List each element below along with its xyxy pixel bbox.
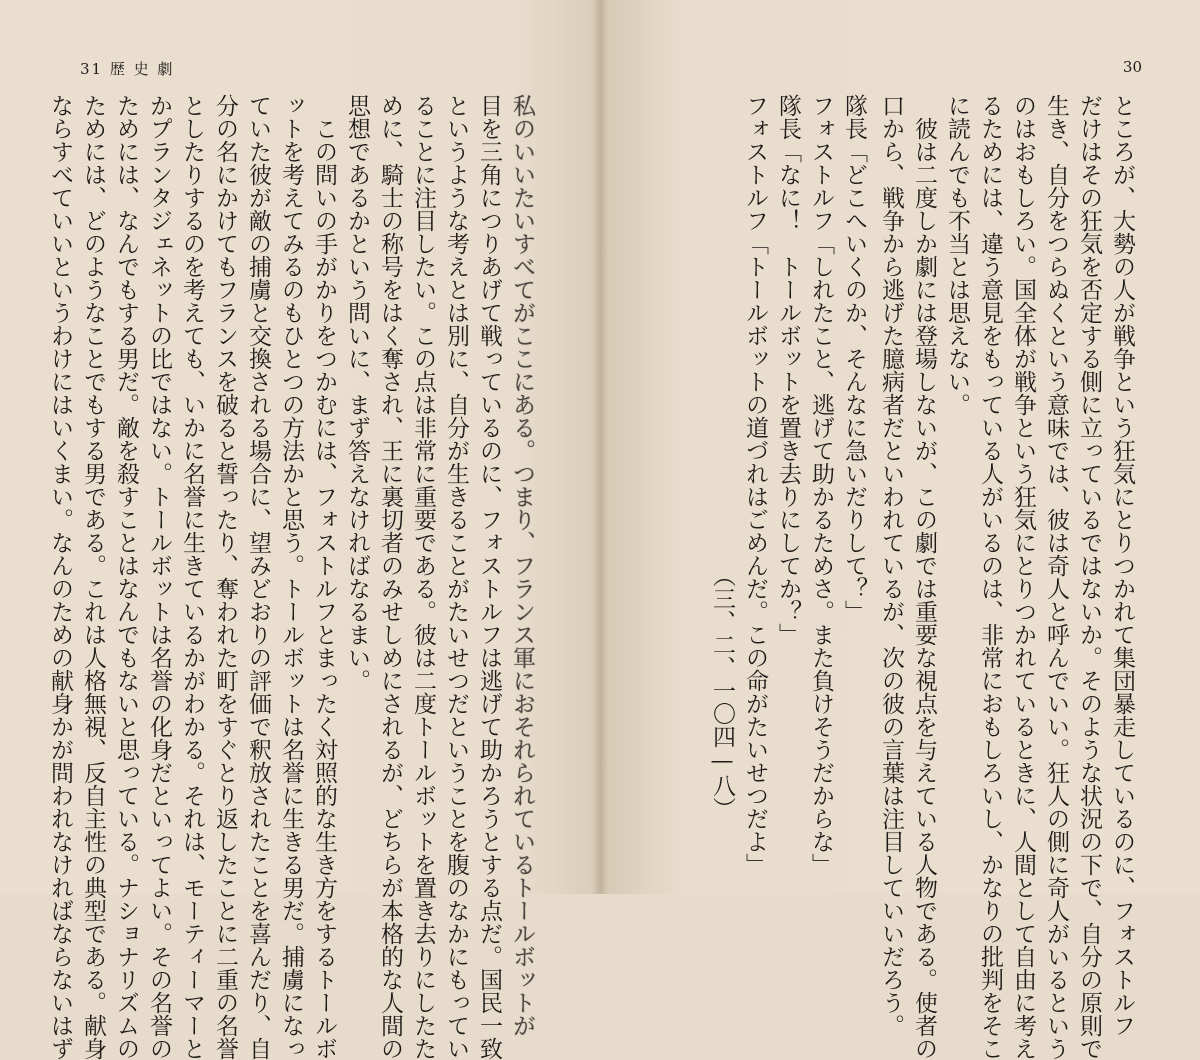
text-line: というような考えとは別に、自分が生きることがたいせつだということを腹のなかにもってい [443,94,469,1060]
dialogue-line: フォストルフ「しれたこと、逃げて助かるためさ。また負けそうだからな」 [808,94,834,876]
citation: （三、二、一〇四—八） [709,564,735,820]
book-gutter [592,0,608,894]
text-line: この問いの手がかりをつかむには、フォストルフとまったく対照的な生き方をするトールボ [311,94,337,1060]
text-line: 分の名にかけてもフランスを破ると誓ったり、奪われた町をすぐとり返したことに二重の名誉 [212,94,238,1060]
dialogue-line: フォストルフ「トールボットの道づれはごめんだ。この命がたいせつだよ」 [742,94,768,876]
text-line: ていた彼が敵の捕虜と交換される場合に、望みどおりの評価で釈放されたことを喜んだり、自 [245,94,271,1060]
page-number: 30 [1122,58,1142,76]
text-line: ところが、大勢の人が戦争という狂気にとりつかれて集団暴走しているのに、フォストルフ [1109,94,1135,1037]
text-line: 私のいいたいすべてがここにある。つまり、フランス軍におそれられているトールボットが [509,94,535,1037]
text-line: 思想であるかという問いに、まず答えなければなるまい。 [344,94,370,692]
right-page-text [874,94,1138,1060]
text-line: かプランタジェネットの比ではない。トールボットは名誉の化身だといってよい。その名誉の [146,94,172,1060]
text-line: るためには、違う意見をもっている人がいるのは、非常におもしろいし、かなりの批判をそこ [977,94,1003,1060]
text-line: ることに注目したい。この点は非常に重要である。彼は二度トールボットを置き去りにしたた [410,94,436,1060]
text-line: ためには、なんでもする男だ。敵を殺すことはなんでもないと思っている。ナショナリズムの [113,94,139,1060]
running-header: 31 歴 史 劇 [80,60,175,78]
text-line: としたりするのを考えても、いかに名誉に生きているかがわかる。それは、モーティーマーと [179,94,205,1060]
text-line: ットを考えてみるのもひとつの方法かと思う。トールボットは名誉に生きる男だ。捕虜になっ [278,94,304,1060]
text-line: 目を三角につりあげて戦っているのに、フォストルフは逃げて助かろうとする点だ。国民一致 [476,94,502,1060]
text-line: に読んでも不当とは思えない。 [944,94,970,416]
text-line: だけはその狂気を否定する側に立っているではないか。そのような状況の下で、自分の原則で [1076,94,1102,1060]
dialogue-quote [705,94,870,884]
dialogue-line: 隊長「なに！ トールボットを置き去りにしてか？」 [775,94,801,646]
text-line: ためには、どのようなことでもする男である。これは人格無視、反自主性の典型である。献身 [80,94,106,1060]
dialogue-line: 隊長「どこへいくのか、そんなに急いだりして？」 [841,94,867,623]
text-line: 彼は二度しか劇には登場しないが、この劇では重要な視点を与えている人物である。使者の [911,94,937,1060]
text-line: のはおもしろい。国全体が戦争という狂気にとりつかれているときに、人間として自由に考え [1010,94,1036,1060]
text-line: 生き、自分をつらぬくという意味では、彼は奇人と呼んでいい。狂人の側に奇人がいるという [1043,94,1069,1060]
text-line: ならすべていいというわけにはいくまい。なんのための献身かが問われなければならないはず [47,94,73,1060]
text-line: めに、騎士の称号をはく奪され、王に裏切者のみせしめにされるが、どちらが本格的な人間の [377,94,403,1060]
right-page [600,0,1200,1060]
left-page-text [43,94,538,1060]
text-line: 口から、戦争から逃げた臆病者だといわれているが、次の彼の言葉は注目していいだろう。 [878,94,904,1037]
